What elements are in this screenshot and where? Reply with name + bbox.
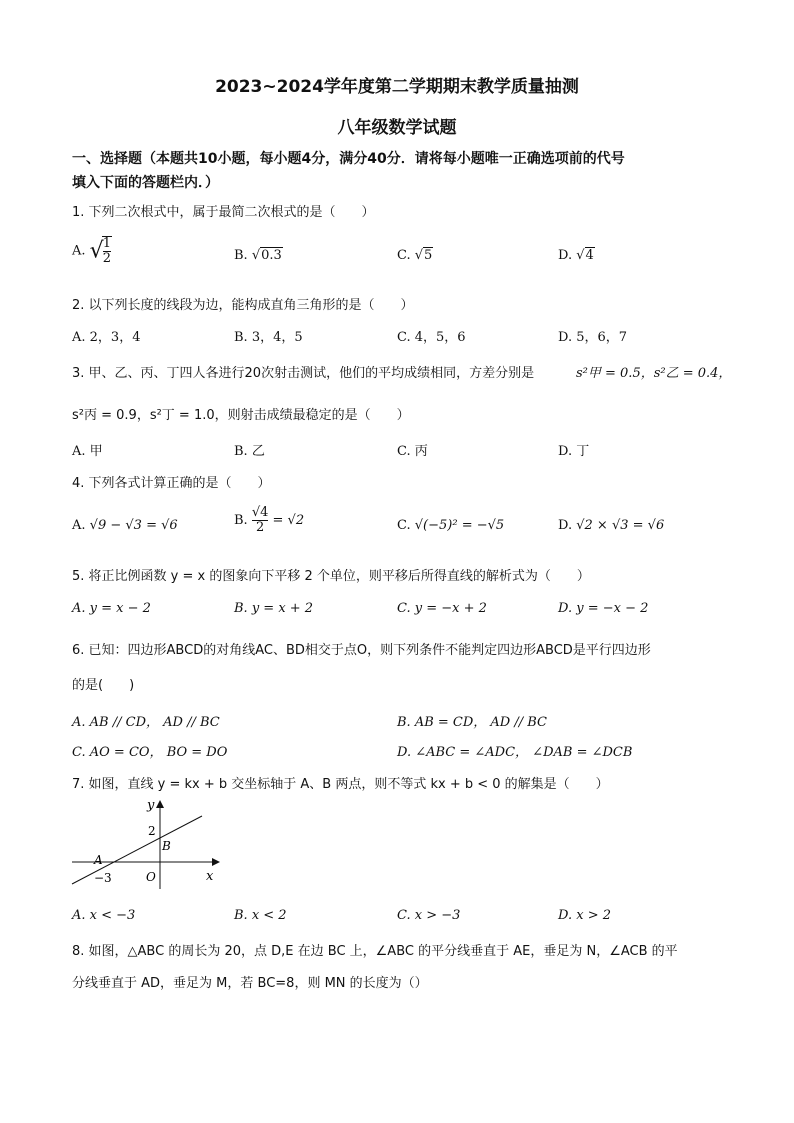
question-5-option-a: A. y = x − 2 xyxy=(72,601,151,616)
question-6-stem-line1: 6. 已知：四边形ABCD的对角线AC、BD相交于点O，则下列条件不能判定四边形ABCD是平行四边形 xyxy=(72,643,651,658)
question-2-option-d: D. 5，6，7 xyxy=(558,330,628,345)
question-5-stem: 5. 将正比例函数 y = x 的图象向下平移 2 个单位，则平移后所得直线的解析式为（ ） xyxy=(72,569,590,584)
question-4-option-c xyxy=(397,518,504,533)
x-axis-label: x xyxy=(206,869,214,884)
question-7-figure xyxy=(64,794,224,894)
option-label: B. xyxy=(234,513,248,528)
question-3-option-a: A. 甲 xyxy=(72,444,103,459)
point-label-b: B xyxy=(162,839,171,853)
question-3-variances-1: s²甲 = 0.5，s²乙 = 0.4， xyxy=(576,366,732,381)
question-6-option-c: C. AO = CO， BO = DO xyxy=(72,745,228,760)
question-2-option-a: A. 2，3，4 xyxy=(72,330,141,345)
page-title: 2023~2024学年度第二学期期末教学质量抽测 xyxy=(215,77,579,97)
tick-label-neg3: −3 xyxy=(94,871,112,885)
question-6-option-a: A. AB // CD， AD // BC xyxy=(72,715,220,730)
question-8-stem-line2: 分线垂直于 AD，垂足为 M，若 BC=8，则 MN 的长度为（） xyxy=(72,976,428,991)
question-7-stem: 7. 如图，直线 y = kx + b 交坐标轴于 A、B 两点，则不等式 kx + b < 0 的解集是（ ） xyxy=(72,777,609,792)
option-label: D. xyxy=(558,248,573,263)
section-heading-line2: 填入下面的答题栏内．） xyxy=(72,175,219,191)
fraction-numerator: 1 xyxy=(102,236,111,251)
question-5-option-d: D. y = −x − 2 xyxy=(558,601,649,616)
question-1-option-a: A. √ $\frac{1}{2}$ xyxy=(72,236,111,266)
tick-label-2: 2 xyxy=(148,824,156,838)
expression: √(−5)² = −√5 xyxy=(414,518,505,533)
option-label: A. xyxy=(72,518,86,533)
origin-label: O xyxy=(146,870,156,884)
option-label: C. xyxy=(397,518,411,533)
fraction-denominator: 2 xyxy=(102,251,111,266)
expression: = √2 xyxy=(272,513,305,528)
question-4-option-d xyxy=(558,518,664,533)
fraction-denominator: 2 xyxy=(255,520,265,535)
question-5-option-b: B. y = x + 2 xyxy=(234,601,314,616)
option-label: A. xyxy=(72,243,86,259)
question-3-stem: 3. 甲、乙、丙、丁四人各进行20次射击测试，他们的平均成绩相同，方差分别是 xyxy=(72,366,535,381)
question-7-option-d: D. x > 2 xyxy=(558,908,611,923)
line-y-kx-b xyxy=(72,816,202,884)
section-heading-line1: 一、选择题（本题共10小题，每小题4分，满分40分．请将每小题唯一正确选项前的代号 xyxy=(72,151,625,167)
question-3-variances-2: s²丙 = 0.9，s²丁 = 1.0，则射击成绩最稳定的是（ ） xyxy=(72,408,410,423)
option-label: D. xyxy=(558,518,573,533)
question-6-stem-line2: 的是( ) xyxy=(72,678,135,693)
question-7-option-c: C. x > −3 xyxy=(397,908,461,923)
question-8-stem-line1: 8. 如图，△ABC 的周长为 20，点 D,E 在边 BC 上，∠ABC 的平分线垂直于 AE，垂足为 N，∠ACB 的平 xyxy=(72,944,678,959)
option-label: B. xyxy=(234,248,248,263)
radicand: 5 xyxy=(424,248,433,263)
question-3-option-d: D. 丁 xyxy=(558,444,590,459)
question-7-option-b: B. x < 2 xyxy=(234,908,287,923)
question-2-option-b: B. 3，4，5 xyxy=(234,330,303,345)
question-6-option-d: D. ∠ABC = ∠ADC， ∠DAB = ∠DCB xyxy=(397,745,633,760)
question-2-stem: 2. 以下列长度的线段为边，能构成直角三角形的是（ ） xyxy=(72,298,414,313)
question-4-option-b xyxy=(234,506,304,535)
question-7-option-a: A. x < −3 xyxy=(72,908,136,923)
expression: √9 − √3 = √6 xyxy=(89,518,178,533)
question-1-option-c: C. √5 xyxy=(397,248,433,263)
fraction-numerator: √4 xyxy=(251,505,269,520)
question-3-option-b: B. 乙 xyxy=(234,444,265,459)
question-2-option-c: C. 4，5，6 xyxy=(397,330,466,345)
question-4-option-a xyxy=(72,518,178,533)
question-1-stem: 1. 下列二次根式中，属于最简二次根式的是（ ） xyxy=(72,205,375,220)
x-axis-arrow xyxy=(212,858,220,866)
question-4-stem: 4. 下列各式计算正确的是（ ） xyxy=(72,476,271,491)
question-1-option-d: D. √4 xyxy=(558,248,594,263)
radicand: 0.3 xyxy=(261,248,282,263)
y-axis-arrow xyxy=(156,800,164,808)
page-subtitle: 八年级数学试题 xyxy=(337,118,457,138)
question-6-option-b: B. AB = CD， AD // BC xyxy=(397,715,547,730)
expression: √2 × √3 = √6 xyxy=(576,518,665,533)
y-axis-label: y xyxy=(147,798,155,813)
question-3-option-c: C. 丙 xyxy=(397,444,428,459)
question-1-option-b: B. √0.3 xyxy=(234,248,282,263)
point-label-a: A xyxy=(94,853,103,867)
radicand: 4 xyxy=(585,248,594,263)
question-5-option-c: C. y = −x + 2 xyxy=(397,601,487,616)
option-label: C. xyxy=(397,248,411,263)
